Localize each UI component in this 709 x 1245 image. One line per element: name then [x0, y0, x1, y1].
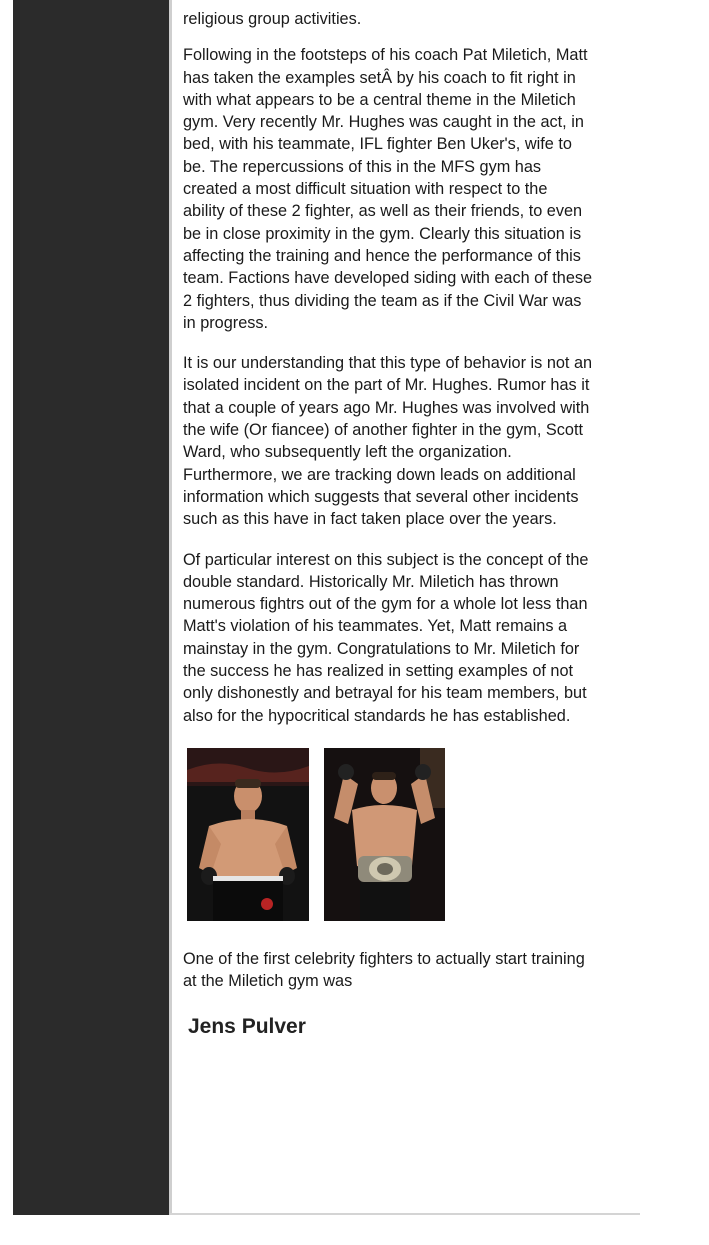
article-paragraph: religious group activities.	[183, 10, 362, 28]
bottom-divider	[170, 1213, 640, 1215]
article-content	[183, 8, 593, 1039]
photo-row	[183, 748, 593, 923]
left-sidebar	[13, 0, 170, 1215]
fighter-name-heading: Jens Pulver	[188, 1014, 306, 1038]
photo-caption: One of the first celebrity fighters to actually start training at the Miletich gym was	[183, 949, 585, 991]
fighter-photo-standing	[187, 748, 309, 921]
article-paragraph: Following in the footsteps of his coach Pat Miletich, Matt has taken the examples setÂ by his coach to fit right in with what appears to be a central theme in the Miletich gym. Very recently Mr. Hughes was caught in the act, in bed, with his teammate, IFL fighter Ben Uker's, wife to be. The repercussions of this in the MFS gym has created a most difficult situation with respect to the ability of these 2 fighter, as well as their friends, to even be in close proximity in the gym. Clearly this situation is affecting the training and hence the performance of this team. Factions have developed siding with each of these 2 fighters, thus dividing the team as if the Civil War was in progress.	[183, 46, 593, 332]
article-paragraph: It is our understanding that this type of behavior is not an isolated incident on the part of Mr. Hughes. Rumor has it that a couple of years ago Mr. Hughes was involved with the wife (Or fiancee) of another fighter in the gym, Scott Ward, who subsequently left the organization. Furthermore, we are tracking down leads on additional information which suggests that several other incidents such as this have in fact taken place over the years.	[183, 354, 593, 529]
fighter-photo-champion-belt	[324, 748, 445, 921]
article-paragraph: Of particular interest on this subject is the concept of the double standard. Historically Mr. Miletich has thrown numerous fightrs out of the gym for a whole lot less than Matt's violation of his teammates. Yet, Matt remains a mainstay in the gym. Congratulations to Mr. Miletich for the success he has realized in setting examples of not only dishonestly and betrayal for his team members, but also for the hypocritical standards he has established.	[183, 550, 589, 725]
sidebar-edge	[169, 0, 172, 1215]
